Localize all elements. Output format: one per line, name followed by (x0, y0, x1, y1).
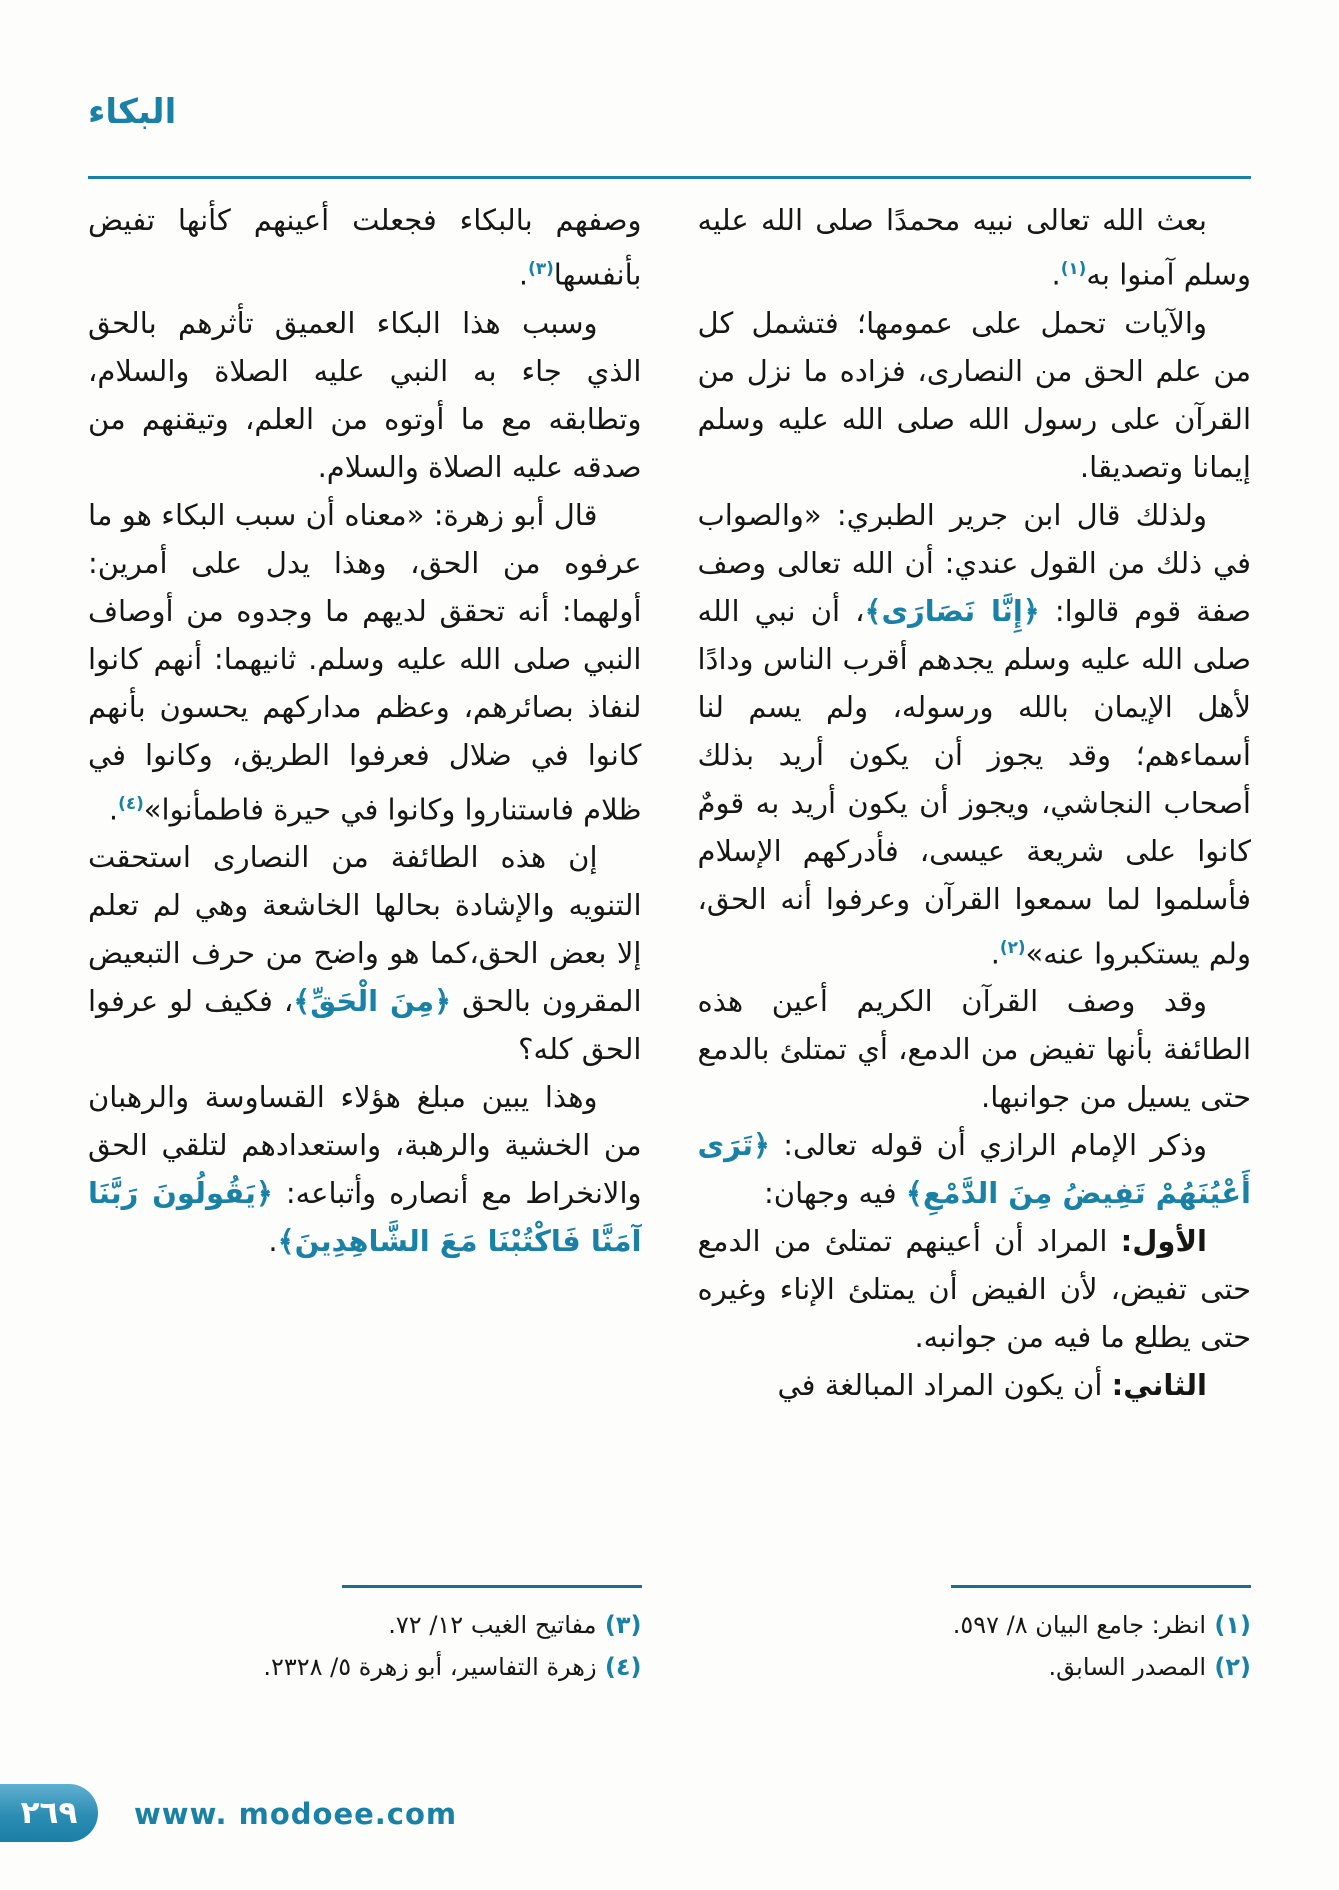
paragraph (88, 196, 642, 299)
text-run: ، فكيف لو عرفوا الحق كله؟ (88, 984, 642, 1067)
footnotes-column-right (698, 1585, 1252, 1688)
text-run: قال أبو زهرة: «معناه أن سبب البكاء هو ما عرفوه من الحق، وهذا يدل على أمرين: أولهما: أنه تحقق لديهم ما وجدوه من أوصاف النبي صلى الله عليه وسلم. ثانيهما: أنهم كانوا لنفاذ بصائرهم، وعظم مداركهم يحسون بأنهم كانوا في ضلال فعرفوا الطريق، وكانوا في ظلام فاستناروا وكانوا في حيرة فاطمأنوا» (88, 497, 642, 827)
paragraph (698, 299, 1252, 491)
footnote-marker: (١) (1206, 1611, 1251, 1639)
paragraph (698, 1217, 1252, 1361)
footnote (88, 1604, 642, 1646)
paragraph (88, 1073, 642, 1265)
footnote-separator (951, 1585, 1251, 1588)
text-run: أن يكون المراد المبالغة في (777, 1368, 1112, 1403)
quran-verse: ﴿إِنَّا نَصَارَى﴾ (864, 593, 1040, 628)
footnote-text: زهرة التفاسير، أبو زهرة ٥/ ٢٣٢٨. (263, 1653, 597, 1681)
paragraph (88, 491, 642, 834)
footnote (88, 1646, 642, 1688)
text-run: الثاني: (1111, 1368, 1207, 1403)
footnote-text: انظر: جامع البيان ٨/ ٥٩٧. (952, 1611, 1207, 1639)
text-run: المراد أن أعينهم تمتلئ من الدمع حتى تفيض، لأن الفيض أن يمتلئ الإناء وغيره حتى يطلع ما فيه من جوانبه. (697, 1224, 1251, 1355)
text-run: بعث الله تعالى نبيه محمدًا صلى الله عليه وسلم آمنوا به (697, 203, 1251, 292)
text-run: . (990, 936, 1000, 971)
paragraph (698, 1121, 1252, 1217)
text-run: وقد وصف القرآن الكريم أعين هذه الطائفة بأنها تفيض من الدمع، أي تمتلئ بالدمع حتى يسيل من جوانبها. (697, 984, 1251, 1115)
text-run: وسبب هذا البكاء العميق تأثرهم بالحق الذي جاء به النبي عليه الصلاة والسلام، وتطابقه مع ما أوتوه من العلم، وتيقنهم من صدقه عليه الصلاة والسلام. (88, 305, 642, 484)
text-run: والآيات تحمل على عمومها؛ فتشمل كل من علم الحق من النصارى، فزاده ما نزل من القرآن على رسول الله صلى الله عليه وسلم إيمانا وتصديقا. (697, 305, 1251, 484)
text-run: . (108, 792, 119, 827)
paragraph (698, 196, 1252, 299)
footnote-text: المصدر السابق. (1048, 1653, 1207, 1681)
text-run: إن هذه الطائفة من النصارى استحقت التنويه والإشادة بحالها الخاشعة وهي لم تعلم إلا بعض الحق،كما هو واضح من حرف التبعيض المقرون بالحق (88, 840, 642, 1019)
footnote (698, 1646, 1252, 1688)
website-url: www. modoee.com (134, 1797, 458, 1831)
paragraph (698, 977, 1252, 1121)
footnote-ref: (٢) (999, 936, 1026, 957)
quran-verse: ﴿مِنَ الْحَقِّ﴾ (293, 984, 452, 1019)
paragraph (88, 833, 642, 1073)
text-run: . (268, 1224, 278, 1259)
footnote-ref: (٤) (118, 792, 144, 813)
footnote-ref: (٣) (528, 258, 554, 278)
quran-verse: ﴿تَرَى أَعْيُنَهُمْ تَفِيضُ مِنَ الدَّمْعِ﴾ (697, 1128, 1251, 1211)
quran-verse: ﴿يَقُولُونَ رَبَّنَا آمَنَّا فَاكْتُبْنَا مَعَ الشَّاهِدِينَ﴾ (88, 1176, 642, 1259)
page-number-tab (0, 1784, 98, 1842)
footnote-text: مفاتيح الغيب ١٢/ ٧٢. (388, 1611, 597, 1639)
text-run: ولذلك قال ابن جرير الطبري: «والصواب في ذلك من القول عندي: أن الله تعالى وصف صفة قوم قالوا: (697, 497, 1251, 628)
footnote (698, 1604, 1252, 1646)
text-column-left (88, 196, 642, 1581)
text-column-right (698, 196, 1252, 1581)
text-run: . (1051, 257, 1061, 292)
footnote-list-right (698, 1604, 1252, 1688)
text-run: وصفهم بالبكاء فجعلت أعينهم كأنها تفيض بأنفسها (88, 203, 642, 292)
footnote-marker: (٢) (1206, 1653, 1251, 1681)
text-run: وذكر الإمام الرازي أن قوله تعالى: (770, 1128, 1207, 1163)
footnotes-area (88, 1585, 1251, 1688)
footnote-list-left (88, 1604, 642, 1688)
header-rule (88, 176, 1251, 179)
text-run: ، أن نبي الله صلى الله عليه وسلم يجدهم أقرب الناس ودادًا لأهل الإيمان بالله ورسوله، ولم يسم لنا أسماءهم؛ وقد يجوز أن يكون أريد بذلك أصحاب النجاشي، ويجوز أن يكون أريد به قومٌ كانوا على شريعة عيسى، فأدركهم الإسلام فأسلموا لما سمعوا القرآن وعرفوا أنه الحق، ولم يستكبروا عنه» (697, 593, 1251, 971)
footnote-marker: (٤) (596, 1653, 642, 1681)
page-number: ٢٦٩ (20, 1795, 78, 1831)
paragraph (698, 1361, 1252, 1409)
text-run: . (518, 257, 529, 292)
text-run: الأول: (1120, 1224, 1207, 1259)
text-run: فيه وجهان: (764, 1176, 906, 1211)
footnote-separator (342, 1585, 642, 1588)
page-header-title: البكاء (88, 92, 177, 132)
paragraph (698, 491, 1252, 978)
footnote-marker: (٣) (596, 1611, 642, 1639)
two-column-text (88, 196, 1251, 1581)
text-run: وهذا يبين مبلغ هؤلاء القساوسة والرهبان من الخشية والرهبة، واستعدادهم لتلقي الحق والانخراط مع أنصاره وأتباعه: (88, 1080, 642, 1211)
footnotes-column-left (88, 1585, 642, 1688)
paragraph (88, 299, 642, 491)
footnote-ref: (١) (1060, 258, 1087, 278)
